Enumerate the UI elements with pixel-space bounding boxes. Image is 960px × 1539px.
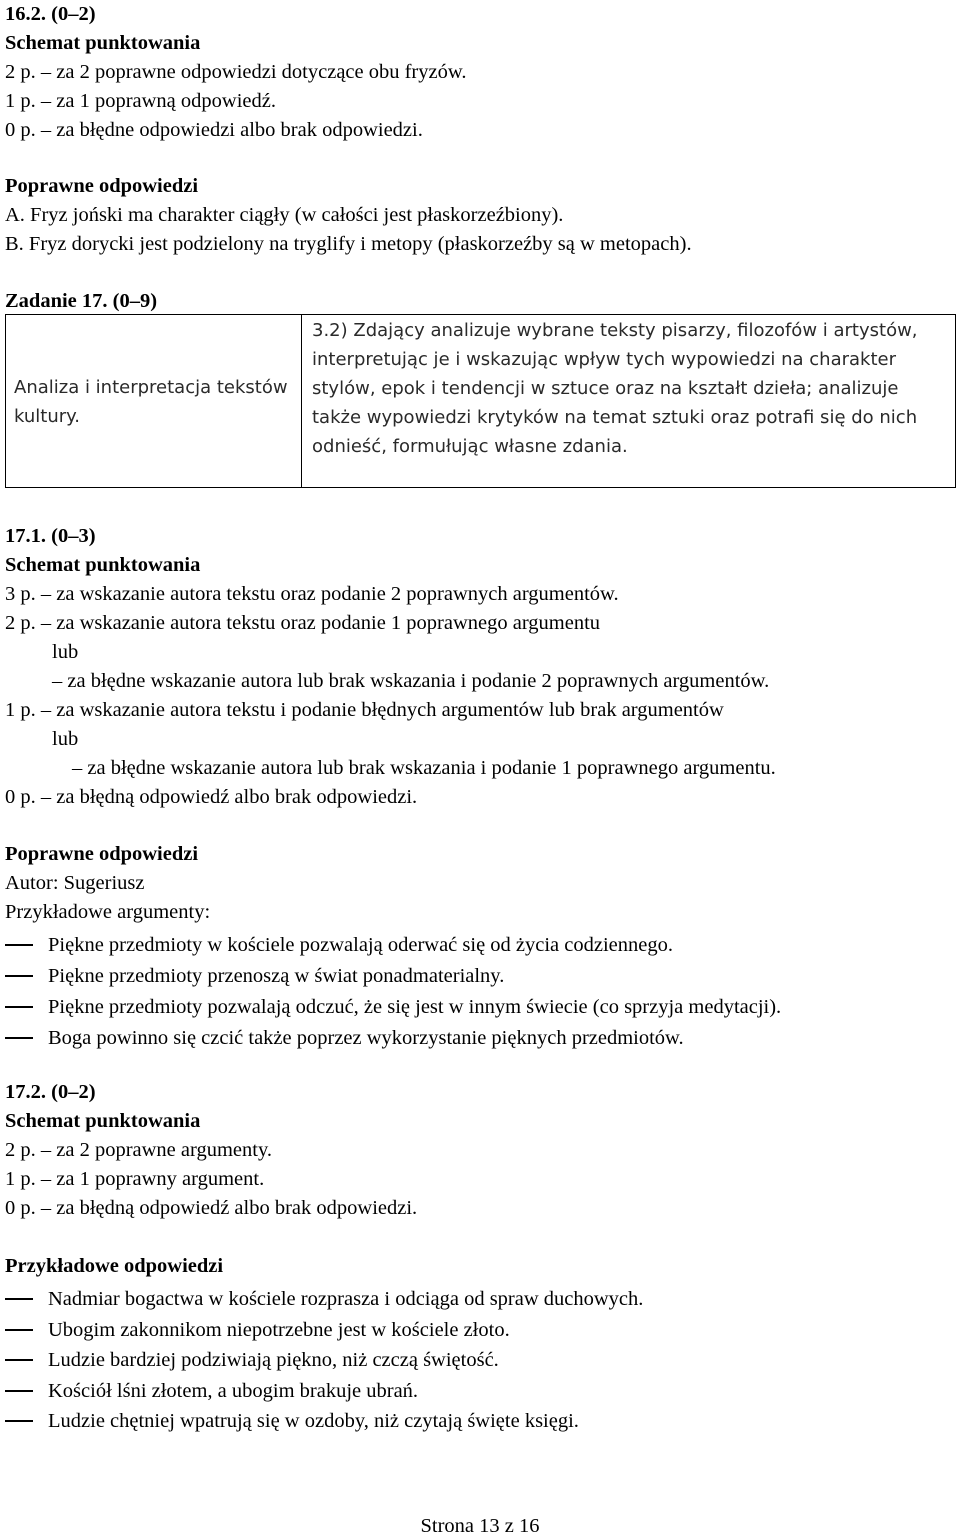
section-17-1 (5, 522, 776, 812)
list-item (5, 1284, 643, 1315)
list-item-text: Boga powinno się czcić także poprzez wykorzystanie pięknych przedmiotów. (48, 1027, 684, 1049)
dash-bullet-icon (5, 1420, 33, 1422)
answers-17-1 (5, 840, 781, 1054)
dash-bullet-icon (5, 944, 33, 946)
scoring-line: 2 p. – za wskazanie autora tekstu oraz podanie 1 poprawnego argumentu (5, 612, 601, 634)
arguments-title: Przykładowe argumenty: (5, 901, 211, 923)
author-line: Autor: Sugeriusz (5, 872, 145, 894)
scoring-line: 1 p. – za 1 poprawny argument. (5, 1168, 265, 1190)
list-item (5, 1345, 643, 1376)
section-16-2 (5, 0, 466, 145)
specific-requirement: 3.2) Zdający analizuje wybrane teksty pisarzy, filozofów i artystów, interpretując je i wskazując wpływ tych wypowiedzi na charakter stylów, epok i tendencji w sztuce oraz na kształt dzieła; analizuje także wypowiedzi krytyków na temat sztuki oraz potrafi się do nich odnieść, formułując własne zdania. (312, 320, 918, 457)
scoring-title: Schemat punktowania (5, 1110, 201, 1132)
scoring-title: Schemat punktowania (5, 32, 201, 54)
scoring-line: 0 p. – za błędną odpowiedź albo brak odpowiedzi. (5, 1197, 418, 1219)
section-heading: 16.2. (0–2) (5, 3, 96, 25)
dash-bullet-icon (5, 1390, 33, 1392)
answers-17-2 (5, 1252, 643, 1437)
answer-line: B. Fryz dorycki jest podzielony na tryglify i metopy (płaskorzeźby są w metopach). (5, 233, 692, 255)
list-item (5, 930, 781, 961)
or-label: lub (52, 728, 79, 750)
scoring-line: 2 p. – za 2 poprawne argumenty. (5, 1139, 272, 1161)
list-item-text: Kościół lśni złotem, a ubogim brakuje ubrań. (48, 1379, 419, 1402)
section-17-2 (5, 1078, 417, 1223)
section-heading: 17.1. (0–3) (5, 525, 96, 547)
scoring-line: 0 p. – za błędną odpowiedź albo brak odpowiedzi. (5, 786, 418, 808)
scoring-line: 1 p. – za 1 poprawną odpowiedź. (5, 90, 276, 112)
scoring-line: – za błędne wskazanie autora lub brak wskazania i podanie 1 poprawnego argumentu. (72, 757, 776, 779)
scoring-line: 2 p. – za 2 poprawne odpowiedzi dotyczące obu fryzów. (5, 61, 467, 83)
answers-title: Przykładowe odpowiedzi (5, 1255, 224, 1277)
answer-line: A. Fryz joński ma charakter ciągły (w całości jest płaskorzeźbiony). (5, 204, 564, 226)
dash-bullet-icon (5, 1006, 33, 1008)
scoring-title: Schemat punktowania (5, 554, 201, 576)
list-item-text: Ludzie chętniej wpatrują się w ozdoby, niż czytają święte księgi. (48, 1410, 579, 1432)
list-item-text: Ubogim zakonnikom niepotrzebne jest w kościele złoto. (48, 1318, 510, 1341)
list-item-text: Piękne przedmioty w kościele pozwalają oderwać się od życia codziennego. (48, 934, 673, 956)
answers-title: Poprawne odpowiedzi (5, 843, 199, 865)
answers-list (5, 1284, 643, 1437)
list-item (5, 1023, 781, 1054)
scoring-line: 1 p. – za wskazanie autora tekstu i podanie błędnych argumentów lub brak argumentów (5, 699, 724, 721)
list-item-text: Ludzie bardziej podziwiają piękno, niż czczą świętość. (48, 1349, 499, 1371)
dash-bullet-icon (5, 1298, 33, 1300)
list-item (5, 992, 781, 1023)
list-item-text: Piękne przedmioty przenoszą w świat ponadmaterialny. (48, 965, 505, 987)
dash-bullet-icon (5, 975, 33, 977)
list-item (5, 1406, 643, 1437)
list-item-text: Nadmiar bogactwa w kościele rozprasza i odciąga od spraw duchowych. (48, 1288, 644, 1310)
general-requirement: Analiza i interpretacja tekstów kultury. (14, 377, 288, 427)
list-item (5, 1315, 643, 1346)
dash-bullet-icon (5, 1359, 33, 1361)
table-divider (301, 315, 302, 487)
or-label: lub (52, 641, 79, 663)
list-item (5, 961, 781, 992)
scoring-line: 3 p. – za wskazanie autora tekstu oraz podanie 2 poprawnych argumentów. (5, 583, 619, 605)
answers-16-2 (5, 172, 692, 259)
arguments-list (5, 930, 781, 1054)
dash-bullet-icon (5, 1329, 33, 1331)
list-item-text: Piękne przedmioty pozwalają odczuć, że się jest w innym świecie (co sprzyja medytacji). (48, 996, 782, 1018)
section-heading: 17.2. (0–2) (5, 1081, 96, 1103)
scoring-line: – za błędne wskazanie autora lub brak wskazania i podanie 2 poprawnych argumentów. (52, 670, 770, 692)
dash-bullet-icon (5, 1037, 33, 1039)
task-17 (5, 287, 157, 316)
scoring-line: 0 p. – za błędne odpowiedzi albo brak odpowiedzi. (5, 119, 423, 141)
task-title: Zadanie 17. (0–9) (5, 290, 158, 312)
requirements-table (5, 314, 956, 488)
list-item (5, 1376, 643, 1407)
answers-title: Poprawne odpowiedzi (5, 175, 199, 197)
page-number: Strona 13 z 16 (420, 1515, 540, 1537)
